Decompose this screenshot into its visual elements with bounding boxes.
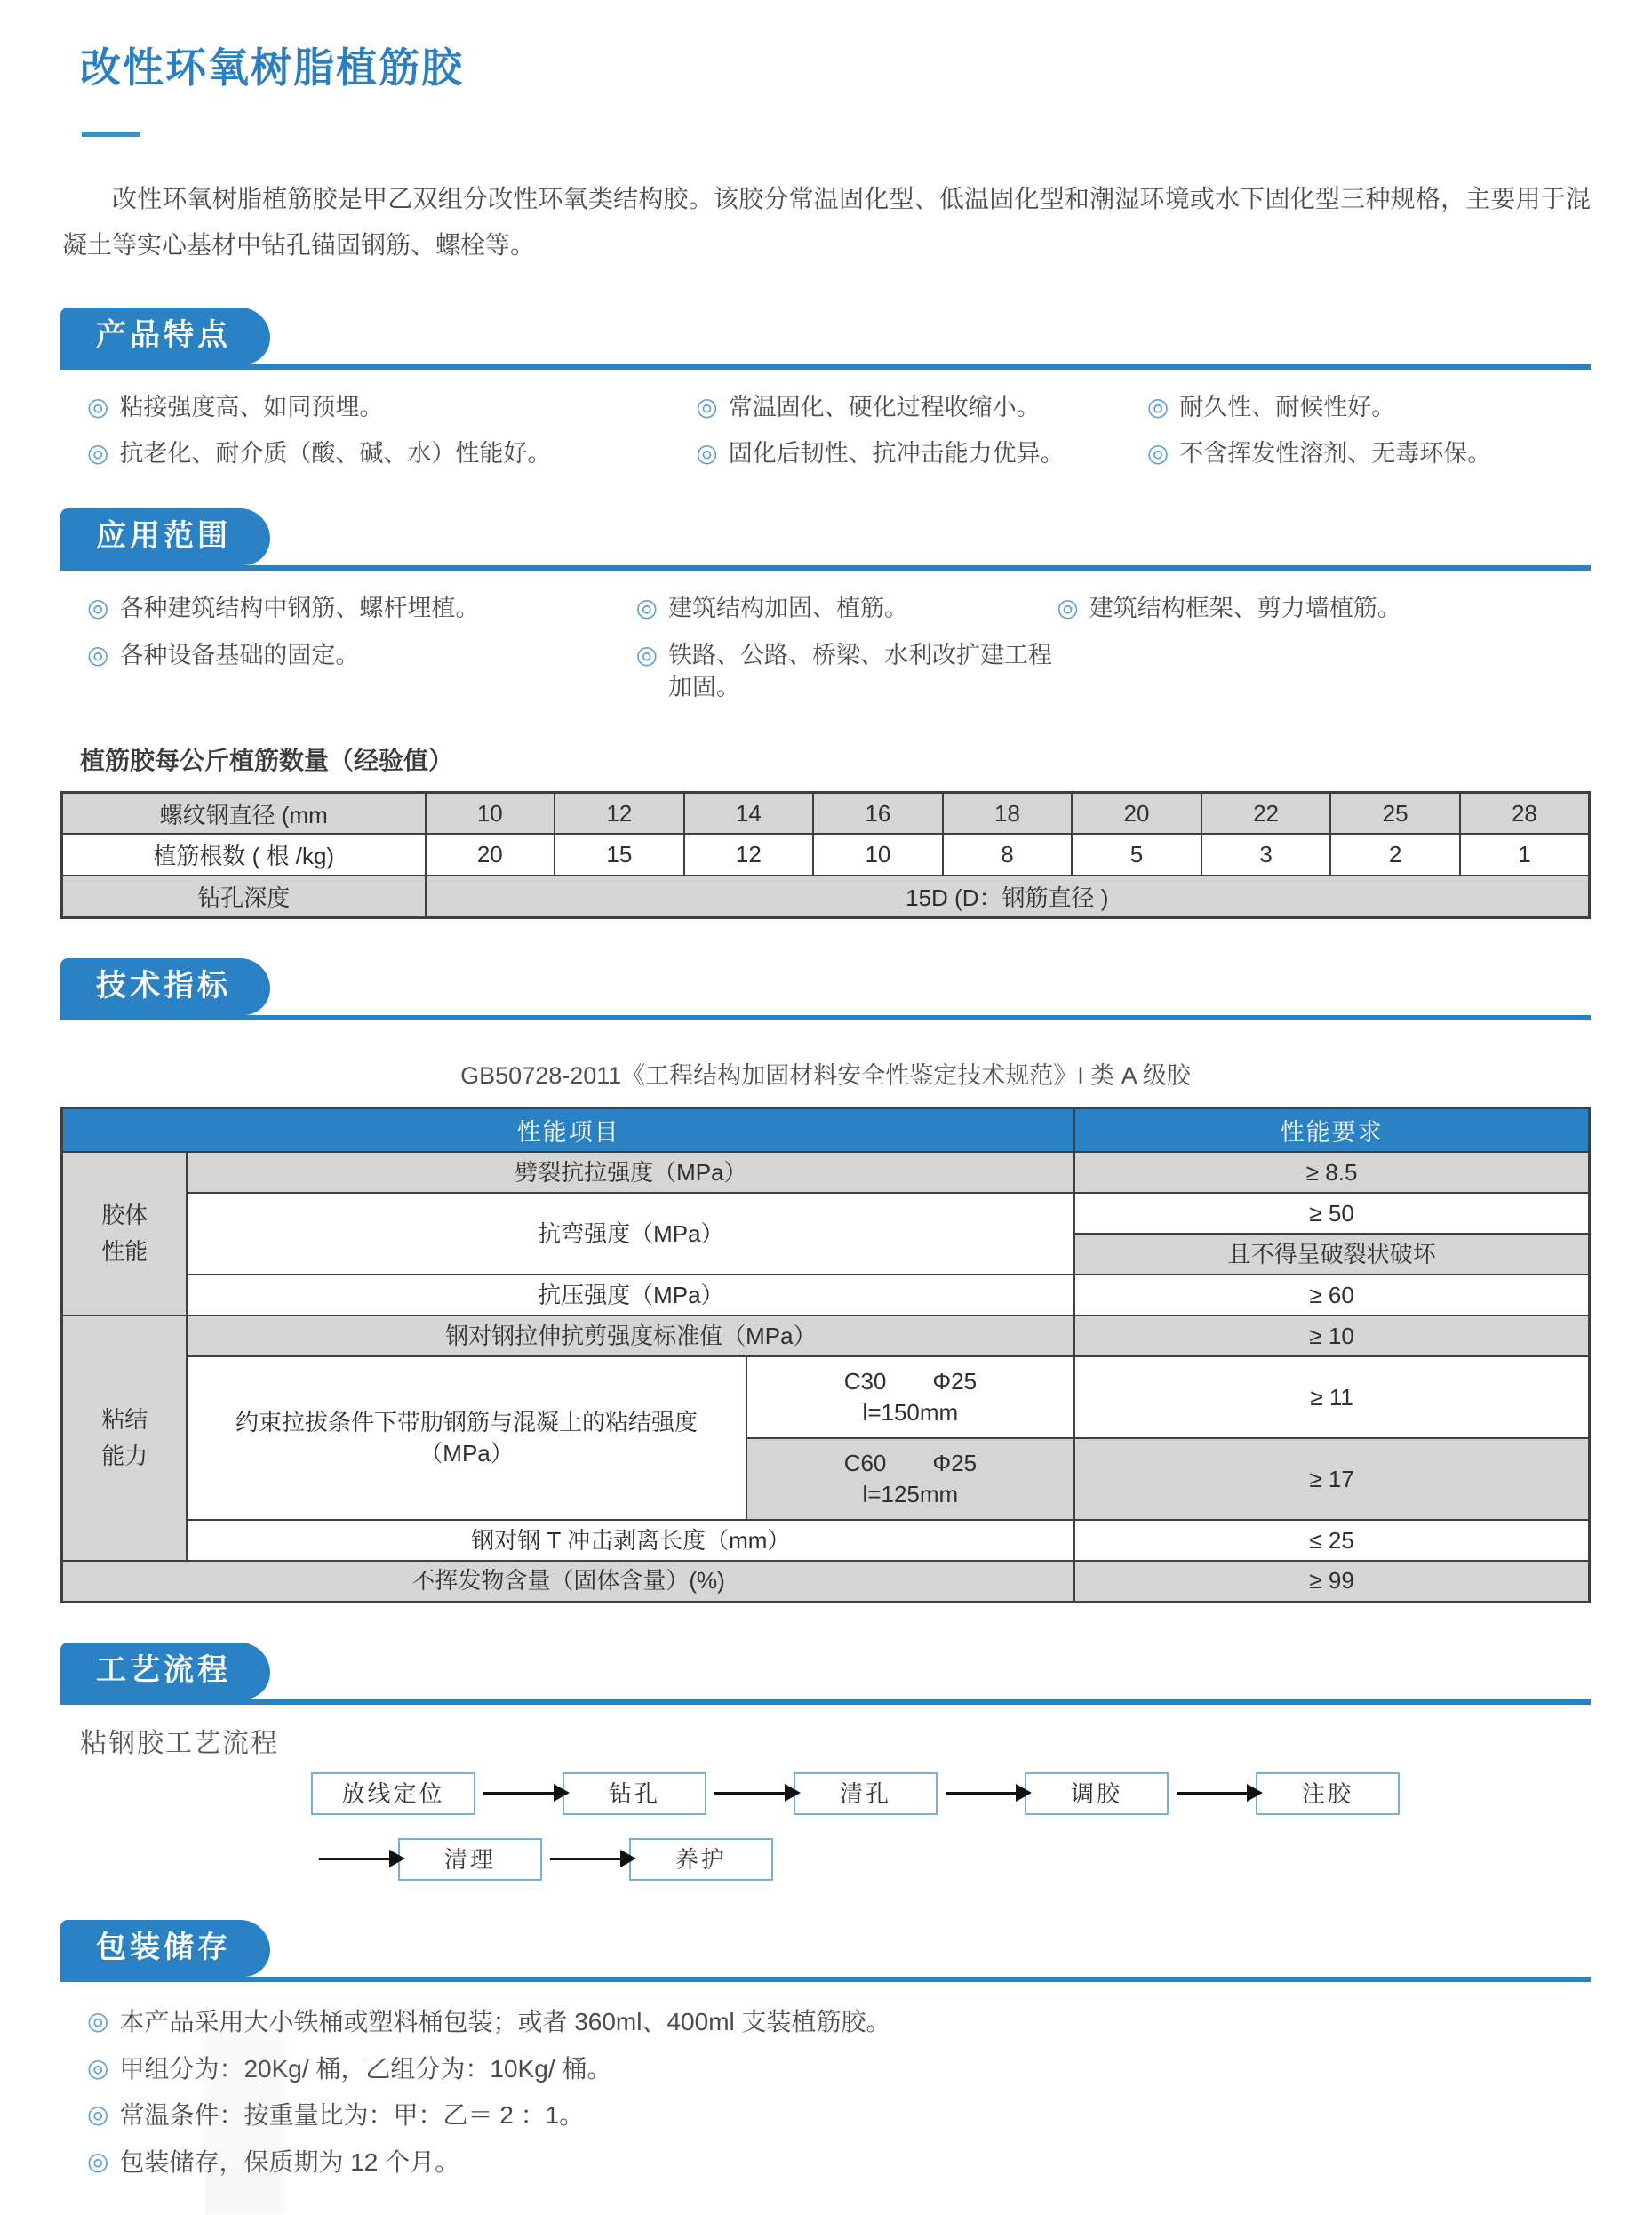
merged-value-cell: 15D (D：钢筋直径 ) — [426, 876, 1590, 917]
requirement-cell: ≤ 25 — [1074, 1520, 1589, 1561]
section-tab-applications: 应用范围 — [60, 508, 270, 565]
applications-column-3 — [1057, 592, 1591, 703]
table-row — [62, 1193, 1590, 1234]
process-subtitle: 粘钢胶工艺流程 — [80, 1728, 279, 1758]
rebar-count-table — [60, 791, 1591, 919]
requirement-cell: ≥ 11 — [1074, 1356, 1589, 1438]
section-applications — [60, 508, 1591, 703]
cell: 28 — [1460, 792, 1590, 834]
features-column-2 — [696, 391, 1147, 470]
table-row — [62, 1561, 1590, 1602]
section-underline — [60, 958, 1591, 1020]
column-header-property: 性能项目 — [62, 1108, 1075, 1152]
intro-paragraph: 改性环氧树脂植筋胶是甲乙双组分改性环氧类结构胶。该胶分常温固化型、低温固化型和潮湿环境或水下固化型三种规格，主要用于混凝土等实心基材中钻孔锚固钢筋、螺栓等。 — [62, 185, 1591, 259]
bullet-text: 常温固化、硬化过程收缩小。 — [728, 393, 1041, 420]
section-tab-storage: 包装储存 — [60, 1920, 270, 1977]
cell: 25 — [1330, 792, 1460, 834]
circle-bullet-icon: ◎ — [635, 594, 658, 622]
table-row — [62, 1152, 1590, 1193]
section-features — [60, 308, 1591, 470]
rebar-table-caption: 植筋胶每公斤植筋数量（经验值） — [80, 746, 454, 774]
condition-length: l=125mm — [862, 1481, 959, 1508]
bullet-text: 不含挥发性溶剂、无毒环保。 — [1179, 440, 1492, 468]
section-tech — [60, 958, 1591, 1603]
cell: 16 — [813, 792, 943, 834]
cell: 18 — [943, 792, 1073, 834]
circle-bullet-icon: ◎ — [87, 392, 109, 420]
section-tab-features: 产品特点 — [60, 308, 270, 364]
list-item — [87, 2099, 1591, 2132]
right-arrow-icon — [483, 1792, 555, 1795]
flow-step-box: 放线定位 — [311, 1772, 475, 1815]
list-item — [87, 2146, 1591, 2179]
bullet-text: 建筑结构框架、剪力墙植筋。 — [1089, 595, 1401, 622]
list-item — [87, 592, 636, 624]
list-item — [1147, 391, 1591, 423]
condition-length: l=150mm — [862, 1399, 959, 1427]
applications-bullet-grid — [87, 592, 1591, 703]
storage-list — [87, 2005, 1591, 2179]
flow-step-box: 清孔 — [794, 1772, 938, 1815]
standard-note: GB50728-2011《工程结构加固材料安全性鉴定技术规范》I 类 A 级胶 — [460, 1061, 1191, 1089]
circle-bullet-icon: ◎ — [87, 640, 109, 668]
table-row — [62, 1315, 1590, 1356]
tech-spec-table — [60, 1107, 1591, 1603]
property-cell: 劈裂抗拉强度（MPa） — [187, 1152, 1074, 1193]
section-underline — [60, 308, 1591, 370]
list-item — [87, 639, 636, 671]
flow-step-box: 清理 — [398, 1838, 542, 1881]
circle-bullet-icon: ◎ — [87, 2147, 109, 2176]
list-item — [87, 2005, 1591, 2039]
cell: 15 — [555, 834, 684, 876]
circle-bullet-icon: ◎ — [696, 439, 718, 468]
condition-spec: C30 Φ25 — [843, 1368, 978, 1395]
process-flow-row-1 — [311, 1772, 1591, 1815]
table-header-row — [62, 1108, 1590, 1152]
scan-watermark — [204, 2028, 284, 2215]
section-tab-process: 工艺流程 — [60, 1643, 270, 1699]
circle-bullet-icon: ◎ — [87, 439, 109, 468]
requirement-cell: 且不得呈破裂状破坏 — [1074, 1234, 1589, 1275]
property-cell: 抗压强度（MPa） — [187, 1275, 1074, 1315]
circle-bullet-icon: ◎ — [696, 392, 718, 420]
property-cell: 抗弯强度（MPa） — [187, 1193, 1074, 1275]
bullet-text: 固化后韧性、抗冲击能力优异。 — [728, 440, 1065, 468]
section-underline — [60, 1643, 1591, 1705]
cell: 12 — [684, 834, 814, 876]
list-item — [696, 391, 1147, 423]
bullet-text: 包装储存，保质期为 12 个月。 — [119, 2148, 460, 2177]
circle-bullet-icon: ◎ — [635, 640, 658, 668]
cell: 2 — [1330, 834, 1460, 876]
condition-cell-c30 — [746, 1356, 1075, 1438]
row-label-cell: 钻孔深度 — [62, 876, 426, 917]
features-column-3 — [1147, 391, 1591, 470]
requirement-cell: ≥ 10 — [1074, 1315, 1589, 1356]
cell: 20 — [426, 834, 555, 876]
requirement-cell: ≥ 17 — [1074, 1438, 1589, 1520]
applications-column-1 — [87, 592, 636, 703]
features-column-1 — [87, 391, 696, 470]
property-cell: 钢对钢 T 冲击剥离长度（mm） — [187, 1520, 1074, 1561]
bullet-text: 抗老化、耐介质（酸、碱、水）性能好。 — [119, 440, 552, 468]
right-arrow-icon — [1177, 1792, 1248, 1795]
table-row — [62, 1275, 1590, 1315]
bullet-text: 各种建筑结构中钢筋、螺杆埋植。 — [119, 595, 480, 622]
list-item — [87, 391, 696, 423]
cell: 22 — [1201, 792, 1331, 834]
flow-step-box: 调胶 — [1025, 1772, 1169, 1815]
list-item — [696, 437, 1147, 469]
property-cell: 约束拉拔条件下带肋钢筋与混凝土的粘结强度（MPa） — [187, 1356, 746, 1520]
section-underline — [60, 1920, 1591, 1982]
requirement-cell: ≥ 8.5 — [1074, 1152, 1589, 1193]
bullet-text: 铁路、公路、桥梁、水利改扩建工程加固。 — [668, 641, 1053, 701]
section-tab-tech: 技术指标 — [60, 958, 270, 1015]
cell: 14 — [684, 792, 814, 834]
list-item — [87, 437, 696, 469]
cell: 10 — [426, 792, 555, 834]
flow-step-box: 钻孔 — [563, 1772, 706, 1815]
bullet-text: 建筑结构加固、植筋。 — [668, 595, 909, 622]
bullet-text: 常温条件：按重量比为：甲：乙＝ 2 ：1。 — [119, 2101, 585, 2130]
table-row — [62, 1356, 1590, 1438]
condition-spec: C60 Φ25 — [843, 1450, 978, 1477]
bullet-text: 各种设备基础的固定。 — [119, 641, 360, 668]
bullet-text: 粘接强度高、如同预埋。 — [119, 393, 384, 420]
right-arrow-icon — [946, 1792, 1017, 1795]
table-row — [62, 876, 1590, 917]
list-item — [636, 592, 1057, 624]
right-arrow-icon — [550, 1858, 621, 1860]
column-header-requirement: 性能要求 — [1074, 1108, 1589, 1152]
process-flow-row-2 — [311, 1838, 1591, 1881]
table-row — [62, 792, 1590, 834]
bullet-text: 耐久性、耐候性好。 — [1179, 393, 1396, 420]
requirement-cell: ≥ 60 — [1074, 1275, 1589, 1315]
list-item — [87, 2052, 1591, 2086]
list-item — [1147, 437, 1591, 469]
row-label-cell: 植筋根数 ( 根 /kg) — [62, 834, 426, 876]
cell: 10 — [813, 834, 943, 876]
circle-bullet-icon: ◎ — [1057, 594, 1079, 622]
property-cell: 钢对钢拉伸抗剪强度标准值（MPa） — [187, 1315, 1074, 1356]
flow-step-box: 注胶 — [1256, 1772, 1400, 1815]
circle-bullet-icon: ◎ — [87, 2053, 109, 2082]
features-bullet-grid — [87, 391, 1591, 470]
bullet-text: 甲组分为：20Kg/ 桶，乙组分为：10Kg/ 桶。 — [119, 2054, 612, 2083]
row-label-cell: 螺纹钢直径 (mm — [62, 792, 426, 834]
cell: 8 — [943, 834, 1073, 876]
title-underline-dash — [82, 132, 140, 137]
requirement-cell: ≥ 50 — [1074, 1193, 1589, 1234]
circle-bullet-icon: ◎ — [1146, 392, 1169, 420]
condition-cell-c60 — [746, 1438, 1075, 1520]
list-item — [1057, 592, 1591, 624]
circle-bullet-icon: ◎ — [87, 2006, 109, 2035]
circle-bullet-icon: ◎ — [1146, 439, 1169, 468]
property-cell: 不挥发物含量（固体含量）(%) — [62, 1561, 1075, 1602]
table-row — [62, 1520, 1590, 1561]
cell: 5 — [1072, 834, 1201, 876]
circle-bullet-icon: ◎ — [87, 594, 109, 622]
circle-bullet-icon: ◎ — [87, 2100, 109, 2129]
list-item — [636, 639, 1057, 704]
page-title: 改性环氧树脂植筋胶 — [80, 44, 464, 91]
bullet-text: 本产品采用大小铁桶或塑料桶包装；或者 360ml、400ml 支装植筋胶。 — [119, 2007, 891, 2035]
group-cell-body: 胶体性能 — [62, 1152, 188, 1315]
group-cell-bond: 粘结能力 — [62, 1315, 188, 1561]
right-arrow-icon — [714, 1792, 786, 1795]
flow-step-box: 养护 — [629, 1838, 773, 1881]
applications-column-2 — [636, 592, 1057, 703]
cell: 1 — [1460, 834, 1590, 876]
cell: 20 — [1072, 792, 1201, 834]
section-underline — [60, 508, 1591, 571]
cell: 12 — [555, 792, 684, 834]
requirement-cell: ≥ 99 — [1074, 1561, 1589, 1602]
table-row — [62, 834, 1590, 876]
cell: 3 — [1201, 834, 1331, 876]
section-storage — [60, 1920, 1591, 2179]
section-process — [60, 1643, 1591, 1881]
right-arrow-icon — [319, 1858, 390, 1860]
